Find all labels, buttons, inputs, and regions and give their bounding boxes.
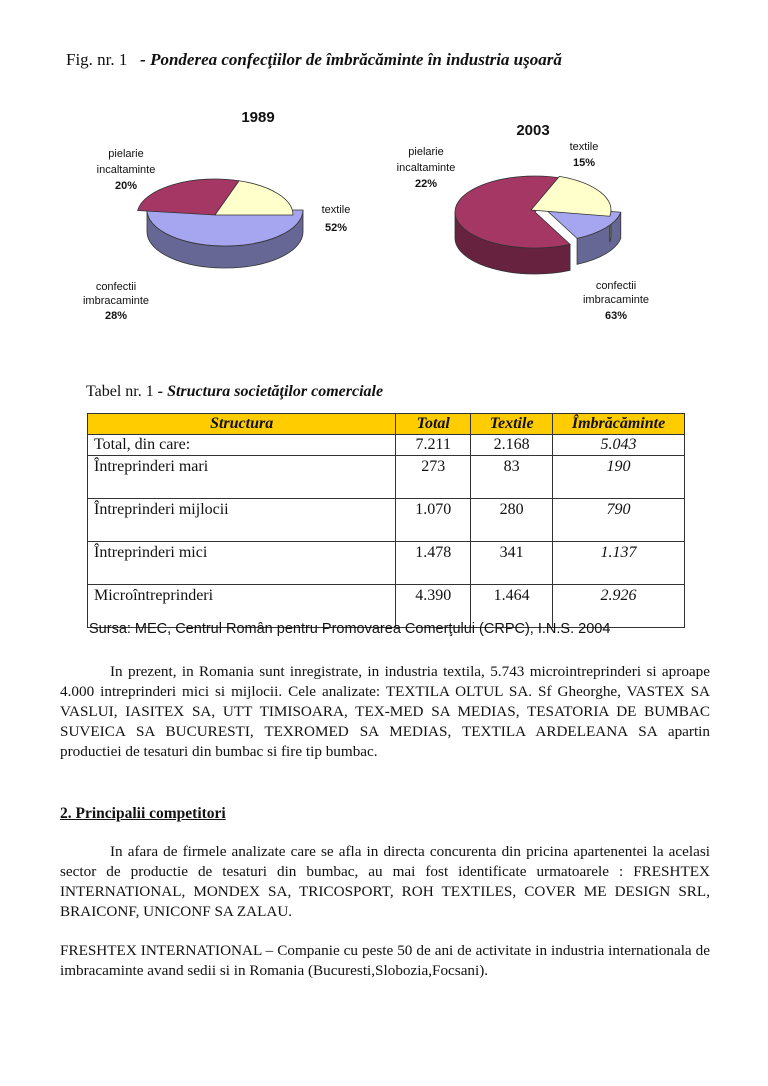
companies-structure-table [87,413,685,628]
pie-category-label: confectii [595,280,637,292]
cell-imbracaminte: 190 [553,456,685,499]
row-label: Întreprinderi mijlocii [88,499,396,542]
table-title: - Structura societăţilor comerciale [157,383,384,400]
paragraph-freshtex: FRESHTEX INTERNATIONAL – Companie cu peste 50 de ani de activitate in industria internationala de imbracaminte avand sedii si in Romania (Bucuresti,Slobozia,Focsani). [60,942,710,979]
table-row [88,499,685,542]
cell-total: 1.478 [396,542,471,585]
table-header-row [88,414,685,435]
section-heading: 2. Principalii competitori [60,805,226,822]
row-label: Microîntreprinderi [88,585,396,628]
cell-imbracaminte: 2.926 [553,585,685,628]
pie-value-label: 28% [104,310,128,322]
pie-title: 2003 [516,122,550,139]
table-source: Sursa: MEC, Centrul Român pentru Promovarea Comerţului (CRPC), I.N.S. 2004 [89,621,611,637]
pie-category-label: textile [321,204,351,216]
pie-category-label: incaltaminte [96,164,156,176]
figure-caption [66,50,562,70]
col-header-structura: Structura [88,414,396,435]
cell-total: 273 [396,456,471,499]
figure-title: - Ponderea confecţiilor de îmbrăcăminte în industria uşoară [140,50,562,69]
cell-total: 1.070 [396,499,471,542]
pie-category-label: textile [569,141,599,153]
figure-label: Fig. nr. 1 [66,50,128,69]
cell-textile: 83 [471,456,553,499]
row-label: Întreprinderi mari [88,456,396,499]
pie-value-label: 52% [324,222,348,234]
pie-chart-1989 [83,109,350,322]
pie-title: 1989 [241,109,275,126]
col-header-imbracaminte: Îmbrăcăminte [553,414,685,435]
pie-value-label: 20% [114,180,138,192]
paragraph-competitors: In afara de firmele analizate care se afla in directa concurenta din pricina apartenentei la acelasi sector de productie de tesaturi din bumbac, au mai fost identificate urmatoarele : FRESHTEX INTERNATIONAL, MONDEX SA, TRICOSPORT, ROH TEXTILES, COVER ME DESIGN SRL, BRAICONF, UNICONF SA ZALAU. [60,843,710,920]
cell-imbracaminte: 1.137 [553,542,685,585]
table-row [88,435,685,456]
pie-category-label: confectii [95,281,137,293]
cell-textile: 2.168 [471,435,553,456]
cell-total: 4.390 [396,585,471,628]
col-header-textile: Textile [471,414,553,435]
cell-imbracaminte: 790 [553,499,685,542]
pie-value-label: 15% [572,157,596,169]
cell-imbracaminte: 5.043 [553,435,685,456]
cell-textile: 280 [471,499,553,542]
table-caption [86,383,383,401]
pie-category-label: pielarie [108,148,144,160]
cell-textile: 341 [471,542,553,585]
pie-charts [0,100,768,330]
col-header-total: Total [396,414,471,435]
pie-chart-2003 [397,122,649,322]
cell-total: 7.211 [396,435,471,456]
row-label: Întreprinderi mici [88,542,396,585]
pie-value-label: 63% [604,310,628,322]
cell-textile: 1.464 [471,585,553,628]
pie-value-label: 22% [414,178,438,190]
table-label: Tabel nr. 1 [86,383,154,400]
paragraph-intro: In prezent, in Romania sunt inregistrate, in industria textila, 5.743 microintreprinderi si aproape 4.000 intreprinderi mici si mijlocii. Cele analizate: TEXTILA OLTUL SA. Sf Gheorghe, VASTEX SA VASLUI, IASITEX SA, UTT TIMISOARA, TEX-MED SA MEDIAS, TESATORIA DE BUMBAC SUVEICA SA BUCURESTI, TEXROMED SA MEDIAS, TEXTILA ARDELEANA SA apartin productiei de tesaturi din bumbac si fire tip bumbac. [60,663,710,760]
pie-category-label: incaltaminte [396,162,456,174]
pie-category-label: imbracaminte [582,294,650,306]
row-label: Total, din care: [88,435,396,456]
table-row [88,542,685,585]
pie-category-label: imbracaminte [82,295,150,307]
table-row [88,456,685,499]
pie-category-label: pielarie [408,146,444,158]
